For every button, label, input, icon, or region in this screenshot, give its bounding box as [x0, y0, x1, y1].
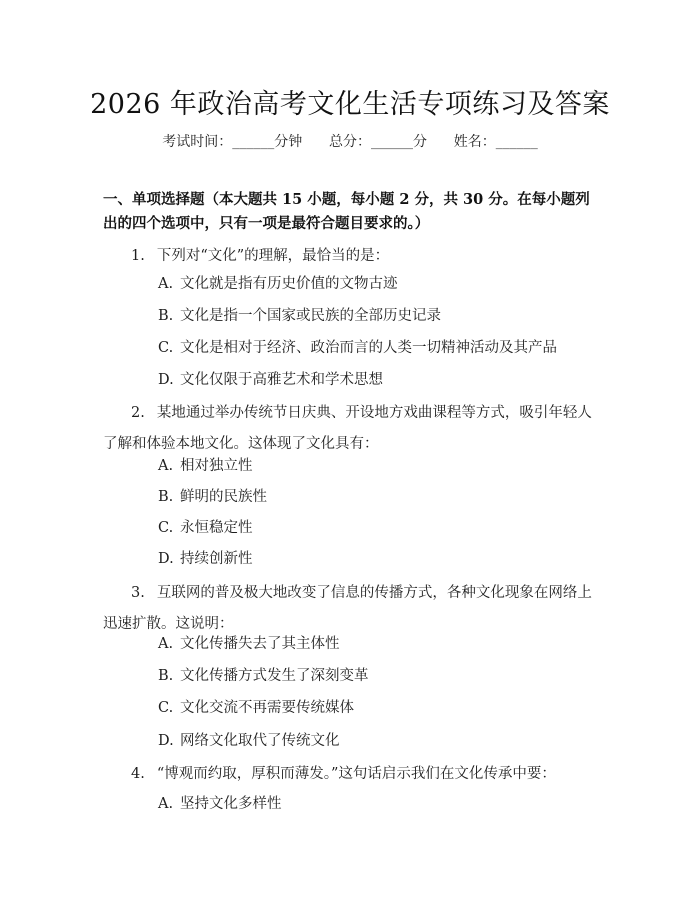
option-letter: D.	[158, 372, 174, 388]
option-letter: C.	[158, 340, 174, 356]
time-label: 考试时间：	[162, 134, 233, 150]
option-text: 相对独立性	[180, 458, 253, 474]
question-2	[103, 398, 603, 460]
option-text: 持续创新性	[180, 551, 253, 567]
question-1-option-d	[158, 370, 598, 390]
time-unit: 分钟	[274, 134, 303, 150]
option-text: 网络文化取代了传统文化	[180, 733, 340, 749]
question-text: “博观而约取，厚积而薄发。”这句话启示我们在文化传承中要：	[156, 766, 556, 782]
question-4-option-a	[158, 794, 598, 814]
option-letter: A.	[158, 458, 174, 474]
option-text: 文化是相对于经济、政治而言的人类一切精神活动及其产品	[180, 340, 557, 356]
option-letter: D.	[158, 733, 174, 749]
option-letter: B.	[158, 668, 174, 684]
option-letter: C.	[158, 520, 174, 536]
page-title: 2026 年政治高考文化生活专项练习及答案	[90, 89, 610, 120]
score-blank: ______	[371, 134, 413, 150]
option-letter: C.	[158, 700, 174, 716]
score-label: 总分：	[329, 134, 371, 150]
question-number: 3.	[131, 585, 145, 601]
option-text: 文化就是指有历史价值的文物古迹	[180, 276, 398, 292]
question-1-option-b	[158, 306, 598, 326]
name-label: 姓名：	[453, 134, 496, 150]
question-4	[103, 759, 603, 790]
option-letter: A.	[158, 276, 174, 292]
question-2-option-d	[158, 549, 598, 569]
option-text: 文化是指一个国家或民族的全部历史记录	[180, 308, 441, 324]
name-blank: ______	[495, 134, 538, 150]
option-text: 文化仅限于高雅艺术和学术思想	[180, 372, 383, 388]
question-1	[103, 241, 603, 272]
option-text: 文化传播方式发生了深刻变革	[180, 668, 369, 684]
option-letter: B.	[158, 308, 174, 324]
question-2-option-c	[158, 518, 598, 538]
question-3	[103, 578, 603, 640]
option-text: 文化传播失去了其主体性	[180, 636, 340, 652]
section-heading: 一、单项选择题（本大题共 15 小题，每小题 2 分，共 30 分。在每小题列出的四个选项中，只有一项是最符合题目要求的。）	[103, 191, 590, 232]
option-letter: D.	[158, 551, 174, 567]
question-3-option-d	[158, 731, 598, 751]
question-3-option-b	[158, 666, 598, 686]
option-text: 鲜明的民族性	[180, 489, 267, 505]
option-text: 永恒稳定性	[180, 520, 253, 536]
exam-info-line	[0, 131, 700, 151]
question-3-option-c	[158, 698, 598, 718]
question-text: 下列对“文化”的理解，最恰当的是：	[156, 248, 390, 264]
question-3-option-a	[158, 634, 598, 654]
question-number: 1.	[131, 248, 145, 264]
option-text: 文化交流不再需要传统媒体	[180, 700, 354, 716]
option-text: 坚持文化多样性	[180, 796, 282, 812]
option-letter: A.	[158, 636, 174, 652]
question-2-option-b	[158, 487, 598, 507]
question-2-option-a	[158, 456, 598, 476]
question-1-option-c	[158, 338, 598, 358]
question-text: 互联网的普及极大地改变了信息的传播方式，各种文化现象在网络上迅速扩散。这说明：	[103, 585, 592, 632]
question-text: 某地通过举办传统节日庆典、开设地方戏曲课程等方式，吸引年轻人了解和体验本地文化。这体现了文化具有：	[103, 405, 592, 452]
time-blank: ______	[232, 134, 275, 150]
option-letter: A.	[158, 796, 174, 812]
option-letter: B.	[158, 489, 174, 505]
question-number: 2.	[131, 405, 145, 421]
score-unit: 分	[413, 134, 427, 150]
question-1-option-a	[158, 274, 598, 294]
question-number: 4.	[131, 766, 145, 782]
